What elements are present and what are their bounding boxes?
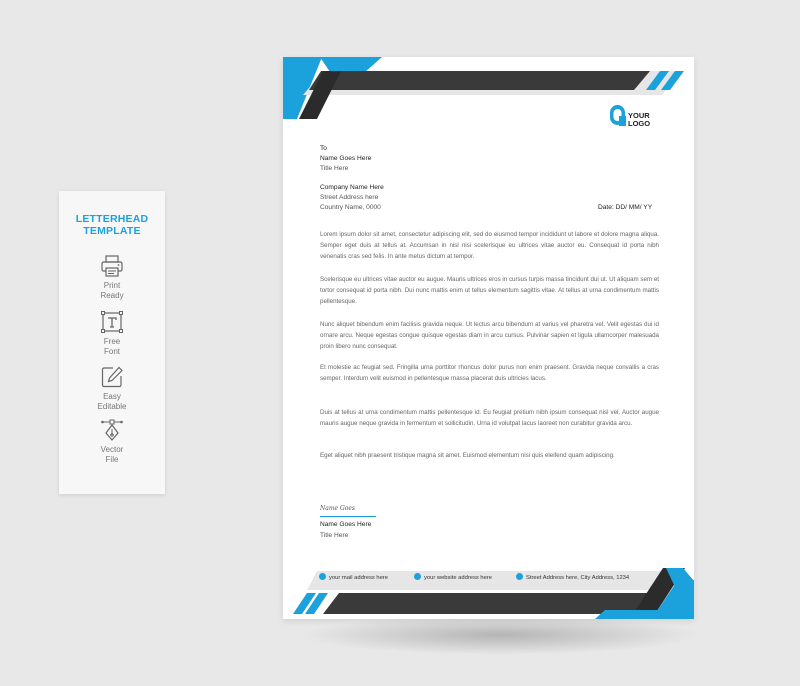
feature-label bbox=[59, 445, 165, 464]
text-font-icon bbox=[100, 310, 124, 334]
signature-line bbox=[320, 516, 376, 517]
logo-icon bbox=[609, 104, 626, 126]
signature: Name Goes bbox=[320, 505, 356, 512]
company-name: Company Name Here bbox=[320, 184, 384, 191]
feature-free-font bbox=[59, 310, 165, 356]
logo-line-1: YOUR bbox=[628, 111, 650, 120]
feature-label-line1: Print bbox=[103, 281, 121, 290]
to-label: To bbox=[320, 145, 327, 152]
footer-address-text: Street Address here, City Address, 1234 bbox=[526, 575, 630, 581]
feature-card bbox=[59, 191, 165, 494]
globe-icon bbox=[414, 573, 421, 580]
feature-label-line1: Easy bbox=[103, 392, 121, 401]
feature-easy-editable bbox=[59, 365, 165, 411]
signer-name: Name Goes Here bbox=[320, 521, 372, 528]
footer-website-text: your website address here bbox=[424, 575, 492, 581]
feature-label-line2: Editable bbox=[97, 401, 127, 411]
email-icon bbox=[319, 573, 326, 580]
country-address: Country Name, 0000 bbox=[320, 204, 381, 211]
paper-shadow bbox=[300, 615, 700, 655]
logo-text bbox=[628, 112, 650, 128]
recipient-title: Title Here bbox=[320, 165, 349, 172]
feature-label bbox=[59, 281, 165, 300]
footer-website bbox=[414, 573, 492, 582]
footer-email bbox=[319, 573, 388, 582]
edit-icon bbox=[100, 365, 124, 389]
feature-label-line1: Vector bbox=[100, 445, 124, 454]
body-paragraph: Scelerisque eu ultrices vitae auctor eu augue. Mauris ultrices eros in cursus turpis massa tincidunt dui ut. Ut aliquam sem et tortor consequat id porta nibh. Dui nunc mattis enim ut tellus elementum sagittis vitae. At tellus at urna condimentum mattis pellentesque. bbox=[320, 276, 659, 306]
feature-card-title bbox=[59, 213, 165, 237]
street-address: Street Address here bbox=[320, 194, 379, 201]
letter-date: Date: DD/ MM/ YY bbox=[598, 204, 653, 211]
body-paragraph: Et molestie ac feugiat sed. Fringilla urna porttitor rhoncus dolor purus non enim praesent. Gravida neque convallis a cras semper. Interdum velit euismod in pellentesque massa placerat duis ultricies lacus. bbox=[320, 364, 659, 383]
feature-label bbox=[59, 337, 165, 356]
feature-label-line2: File bbox=[105, 454, 119, 464]
title-line-2: TEMPLATE bbox=[83, 225, 141, 237]
recipient-name: Name Goes Here bbox=[320, 155, 372, 162]
feature-label-line2: Font bbox=[103, 346, 120, 356]
letterhead-page bbox=[283, 57, 694, 619]
pen-tool-icon bbox=[100, 418, 124, 442]
logo-line-2: LOGO bbox=[628, 119, 651, 128]
feature-vector-file bbox=[59, 418, 165, 464]
feature-label bbox=[59, 392, 165, 411]
feature-print-ready bbox=[59, 254, 165, 300]
feature-label-line2: Ready bbox=[100, 290, 124, 300]
feature-label-line1: Free bbox=[103, 337, 121, 346]
body-paragraph: Lorem ipsum dolor sit amet, consectetur adipiscing elit, sed do eiusmod tempor incididunt ut labore et dolore magna aliqua. Semper eget duis at tellus at. Accumsan in nisl nisi scelerisque eu ultrices vitae auctor eu. Consequat id porta nibh venenatis cras sed felis. In ante metus dictum at tempor. bbox=[320, 231, 659, 261]
body-paragraph: Duis at tellus at urna condimentum mattis pellentesque id. Eu feugiat pretium nibh ipsum consequat nisl vel. Auctor augue mauris augue neque gravida in fermentum et sollicitudin. Urna id volutpat lacus laoreet non curabitur gravida arcu. bbox=[320, 409, 659, 428]
footer-email-text: your mail address here bbox=[329, 575, 388, 581]
title-line-1: LETTERHEAD bbox=[75, 213, 149, 225]
location-icon bbox=[516, 573, 523, 580]
body-paragraph: Eget aliquet nibh praesent tristique magna sit amet. Euismod elementum nisi quis eleifend quam adipiscing. bbox=[320, 452, 615, 459]
footer-address bbox=[516, 573, 629, 582]
signer-title: Title Here bbox=[320, 532, 349, 539]
body-paragraph: Nunc aliquet bibendum enim facilisis gravida neque. Ut lectus arcu bibendum at varius vel pharetra vel. Velit egestas dui id ornare arcu. Neque egestas congue quisque egestas diam in arcu cursus. Pulvinar sapien et ligula ullamcorper malesuada proin libero nunc consequat. bbox=[320, 321, 659, 351]
printer-icon bbox=[100, 254, 124, 278]
